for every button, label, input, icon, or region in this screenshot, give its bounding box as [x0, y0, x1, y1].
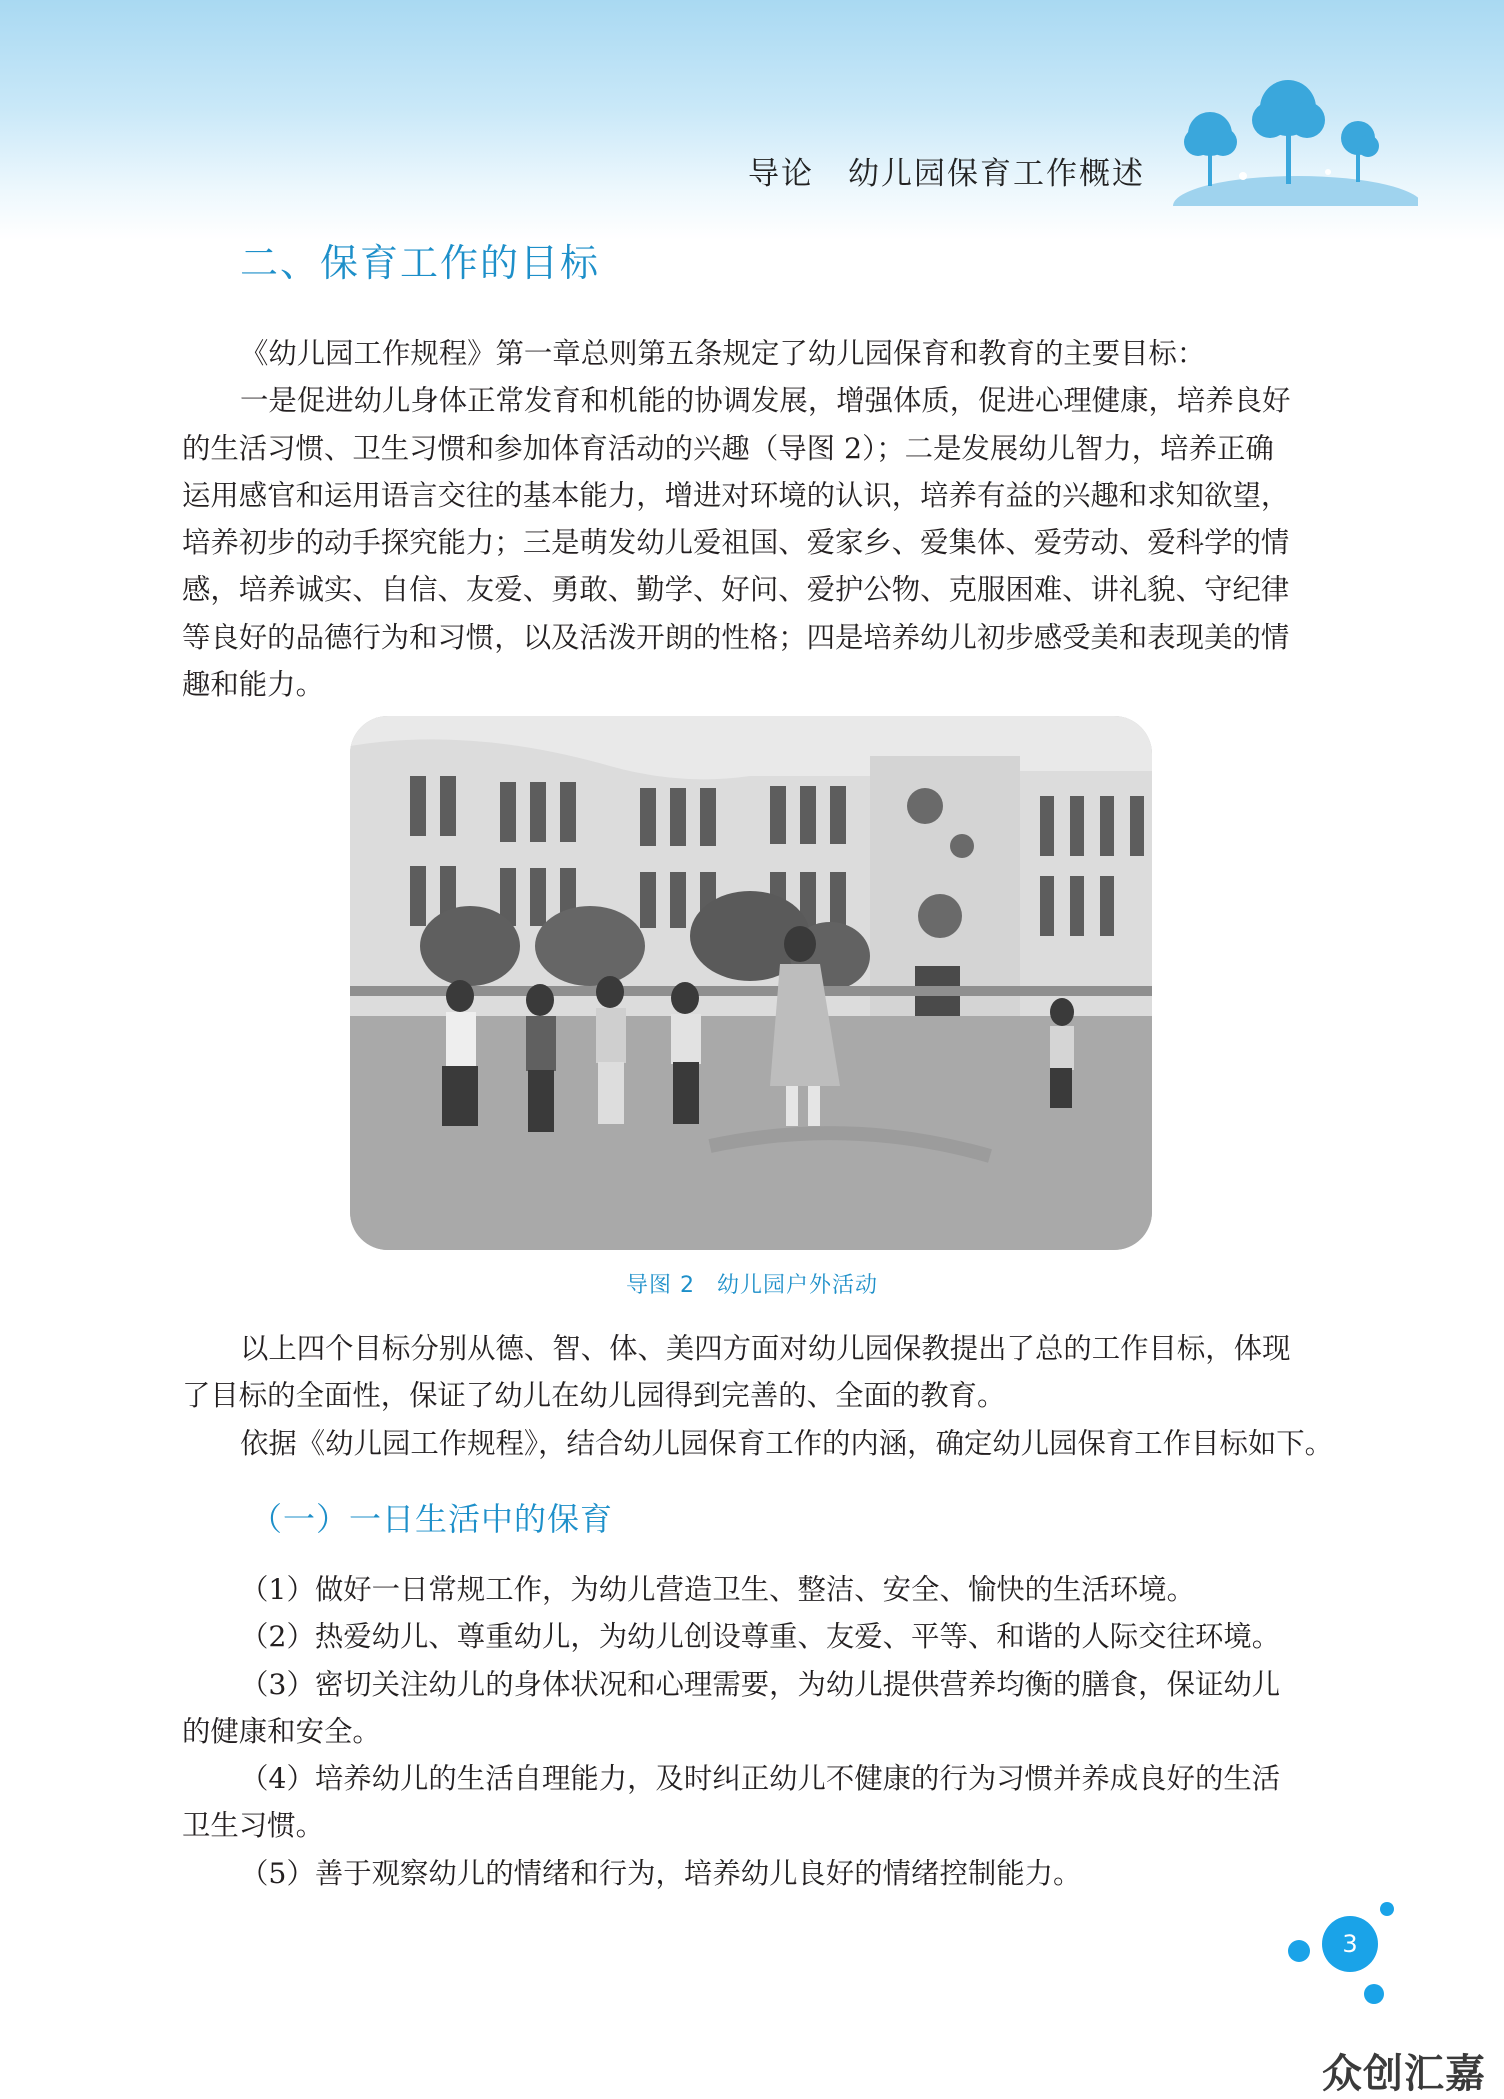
text-line: 以上四个目标分别从德、智、体、美四方面对幼儿园保教提出了总的工作目标，体现 [240, 1332, 1291, 1365]
page-number-badge [1280, 1900, 1410, 2030]
kindergarten-photo [350, 716, 1152, 1250]
text-line: 趣和能力。 [182, 668, 324, 702]
page-number: 3 [1322, 1916, 1378, 1972]
goal-items [182, 1566, 1322, 1897]
list-item: （3）密切关注幼儿的身体状况和心理需要，为幼儿提供营养均衡的膳食，保证幼儿 [240, 1667, 1281, 1701]
figure-label: 导图 2 [625, 1273, 695, 1298]
list-item: （4）培养幼儿的生活自理能力，及时纠正幼儿不健康的行为习惯并养成良好的生活 [240, 1762, 1281, 1796]
summary-paragraph [182, 1325, 1334, 1467]
decor-dot [1364, 1984, 1384, 2004]
decor-dot [1380, 1902, 1394, 1916]
text-line: 的生活习惯、卫生习惯和参加体育活动的兴趣（导图 2）；二是发展幼儿智力，培养正确 [182, 431, 1274, 465]
text-line: 运用感官和运用语言交往的基本能力，增进对环境的认识，培养有益的兴趣和求知欲望， [182, 478, 1290, 512]
text-line: 培养初步的动手探究能力；三是萌发幼儿爱祖国、爱家乡、爱集体、爱劳动、爱科学的情 [182, 526, 1290, 560]
section-title: 二、保育工作的目标 [240, 241, 601, 285]
list-item: （1）做好一日常规工作，为幼儿营造卫生、整洁、安全、愉快的生活环境。 [240, 1573, 1195, 1606]
decor-dot [1288, 1940, 1310, 1962]
text-line: 依据《幼儿园工作规程》，结合幼儿园保育工作的内涵，确定幼儿园保育工作目标如下。 [240, 1426, 1334, 1460]
running-head-chapter: 导论 [748, 156, 814, 192]
figure-caption-text: 幼儿园户外活动 [716, 1273, 878, 1298]
figure-caption [0, 1268, 1504, 1299]
trees-illustration [1168, 76, 1418, 206]
list-item: （2）热爱幼儿、尊重幼儿，为幼儿创设尊重、友爱、平等、和谐的人际交往环境。 [240, 1620, 1281, 1654]
subsection-title: （一）一日生活中的保育 [250, 1500, 614, 1538]
running-head-title: 幼儿园保育工作概述 [848, 156, 1145, 192]
text-line: 了目标的全面性，保证了幼儿在幼儿园得到完善的、全面的教育。 [182, 1379, 1006, 1413]
list-item: （5）善于观察幼儿的情绪和行为，培养幼儿良好的情绪控制能力。 [240, 1856, 1082, 1890]
text-line: 感，培养诚实、自信、友爱、勇敢、勤学、好问、爱护公物、克服困难、讲礼貌、守纪律 [182, 573, 1290, 607]
intro-paragraph [182, 330, 1322, 708]
text-line: 《幼儿园工作规程》第一章总则第五条规定了幼儿园保育和教育的主要目标： [240, 337, 1206, 370]
text-line: 一是促进幼儿身体正常发育和机能的协调发展，增强体质，促进心理健康，培养良好 [240, 384, 1291, 418]
running-head [748, 148, 1145, 193]
watermark: 众创汇嘉 [1322, 2051, 1486, 2097]
text-line: 等良好的品德行为和习惯，以及活泼开朗的性格；四是培养幼儿初步感受美和表现美的情 [182, 620, 1290, 654]
list-item-continuation: 的健康和安全。 [182, 1714, 381, 1748]
list-item-continuation: 卫生习惯。 [182, 1809, 324, 1843]
